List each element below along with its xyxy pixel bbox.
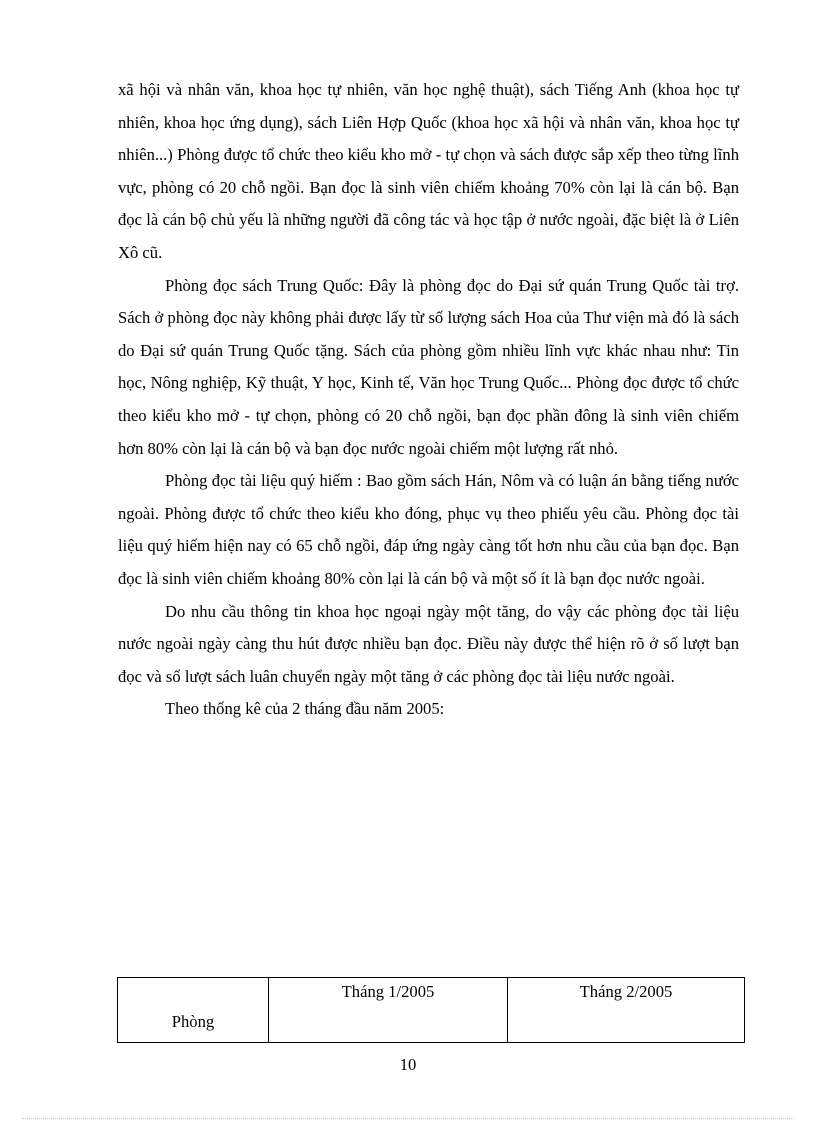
page-number: 10 bbox=[399, 1055, 417, 1074]
body-text bbox=[118, 74, 739, 726]
paragraph-1: xã hội và nhân văn, khoa học tự nhiên, văn học nghệ thuật), sách Tiếng Anh (khoa học tự nhiên, khoa học ứng dụng), sách Liên Hợp Quốc (khoa học xã hội và nhân văn, khoa học tự nhiên...) Phòng được tổ chức theo kiểu kho mở - tự chọn và sách được sắp xếp theo từng lĩnh vực, phòng có 20 chỗ ngồi. Bạn đọc là sinh viên chiếm khoảng 70% còn lại là cán bộ. Bạn đọc là cán bộ chủ yếu là những người đã công tác và học tập ở nước ngoài, đặc biệt là ở Liên Xô cũ. bbox=[118, 80, 739, 262]
paragraph-2: Phòng đọc sách Trung Quốc: Đây là phòng đọc do Đại sứ quán Trung Quốc tài trợ. Sách ở phòng đọc này không phải được lấy từ số lượng sách Hoa của Thư viện mà đó là sách do Đại sứ quán Trung Quốc tặng. Sách của phòng gồm nhiều lĩnh vực khác nhau như: Tin học, Nông nghiệp, Kỹ thuật, Y học, Kinh tế, Văn học Trung Quốc... Phòng đọc được tổ chức theo kiểu kho mở - tự chọn, phòng có 20 chỗ ngồi, bạn đọc phần đông là sinh viên chiếm hơn 80% còn lại là cán bộ và bạn đọc nước ngoài chiếm một lượng rất nhỏ. bbox=[118, 275, 739, 458]
page-bottom-divider bbox=[22, 1118, 794, 1119]
statistics-table bbox=[117, 977, 745, 1043]
table-header-row bbox=[118, 978, 745, 1043]
paragraph-4: Do nhu cầu thông tin khoa học ngoại ngày một tăng, do vậy các phòng đọc tài liệu nước ngoài ngày càng thu hút được nhiều bạn đọc. Điều này được thể hiện rõ ở số lượt bạn đọc và số lượt sách luân chuyển ngày một tăng ở các phòng đọc tài liệu nước ngoài. bbox=[118, 601, 739, 686]
month2-header-cell: Tháng 2/2005 bbox=[508, 978, 745, 1043]
month1-header-cell: Tháng 1/2005 bbox=[269, 978, 508, 1043]
room-header-cell: Phòng bbox=[118, 978, 269, 1043]
paragraph-5: Theo thống kê của 2 tháng đầu năm 2005: bbox=[165, 699, 445, 719]
paragraph-3: Phòng đọc tài liệu quý hiếm : Bao gồm sách Hán, Nôm và có luận án bằng tiếng nước ngoài. Phòng được tổ chức theo kiểu kho đóng, phục vụ theo phiếu yêu cầu. Phòng đọc tài liệu quý hiếm hiện nay có 65 chỗ ngồi, đáp ứng ngày càng tốt hơn nhu cầu của bạn đọc. Bạn đọc là sinh viên chiếm khoảng 80% còn lại là cán bộ và một số ít là bạn đọc nước ngoài. bbox=[118, 471, 739, 588]
